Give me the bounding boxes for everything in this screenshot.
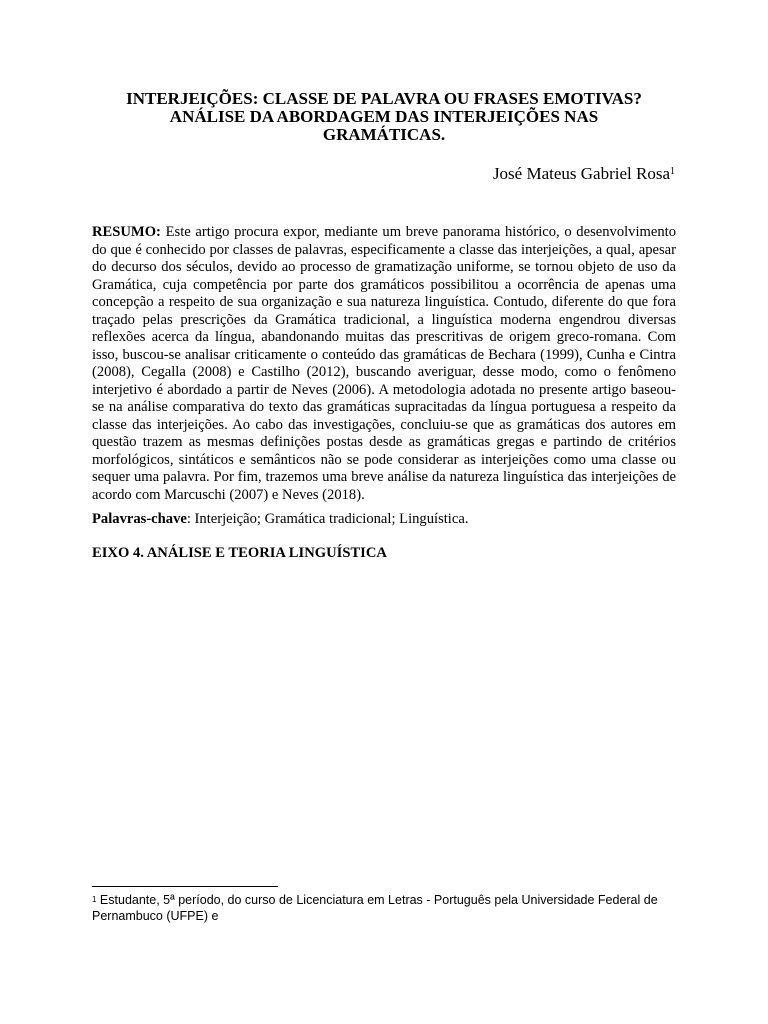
footnote-separator <box>92 886 278 887</box>
author-name: José Mateus Gabriel Rosa <box>492 164 670 183</box>
axis-heading: EIXO 4. ANÁLISE E TEORIA LINGUÍSTICA <box>92 545 387 561</box>
footnote-mark: 1 <box>92 895 97 904</box>
title-line-2: ANÁLISE DA ABORDAGEM DAS INTERJEIÇÕES NAS <box>169 107 599 126</box>
keywords-text: : Interjeição; Gramática tradicional; Linguística. <box>186 511 469 527</box>
abstract-paragraph <box>92 224 676 504</box>
footnote <box>92 893 676 924</box>
footnote-text: Estudante, 5ª período, do curso de Licenciatura em Letras - Português pela Universidade Federal de Pernambuco (UFPE) e <box>92 893 658 923</box>
title-line-3: GRAMÁTICAS. <box>322 125 446 144</box>
paper-title <box>92 90 676 144</box>
author-line <box>493 164 675 184</box>
keywords-label: Palavras-chave <box>92 511 187 527</box>
abstract-text: Este artigo procura expor, mediante um breve panorama histórico, o desenvolvimento do que é conhecido por classes de palavras, especificamente a classe das interjeições, a qual, apesar do decurso dos séculos, devido ao processo de gramatização uniforme, se tornou objeto de uso da Gramática, cuja competência por parte dos gramáticos possibilitou a ocorrência de apenas uma concepção a respeito de sua organização e sua natureza linguística. Contudo, diferente do que fora traçado pelas prescrições da Gramática tradicional, a linguística moderna engendrou diversas reflexões acerca da língua, abandonando muitas das prescritivas de origem greco-romana. Com isso, buscou-se analisar criticamente o conteúdo das gramáticas de Bechara (1999), Cunha e Cintra (2008), Cegalla (2008) e Castilho (2012), buscando averiguar, desse modo, como o fenômeno interjetivo é abordado a partir de Neves (2006). A metodologia adotada no presente artigo baseou-se na análise comparativa do texto das gramáticas supracitadas da língua portuguesa a respeito da classe das interjeições. Ao cabo das investigações, concluiu-se que as gramáticas dos autores em questão trazem as mesmas definições postas desde as gramáticas gregas e partindo de critérios morfológicos, sintáticos e semânticos não se pode considerar as interjeições como uma classe ou sequer uma palavra. Por fim, trazemos uma breve análise da natureza linguística das interjeições de acordo com Marcuschi (2007) e Neves (2018). <box>92 224 676 503</box>
author-footnote-mark: 1 <box>670 166 675 177</box>
keywords-line <box>92 511 676 529</box>
title-line-1: INTERJEIÇÕES: CLASSE DE PALAVRA OU FRASES EMOTIVAS? <box>126 89 642 108</box>
abstract-label: RESUMO: <box>92 224 161 240</box>
